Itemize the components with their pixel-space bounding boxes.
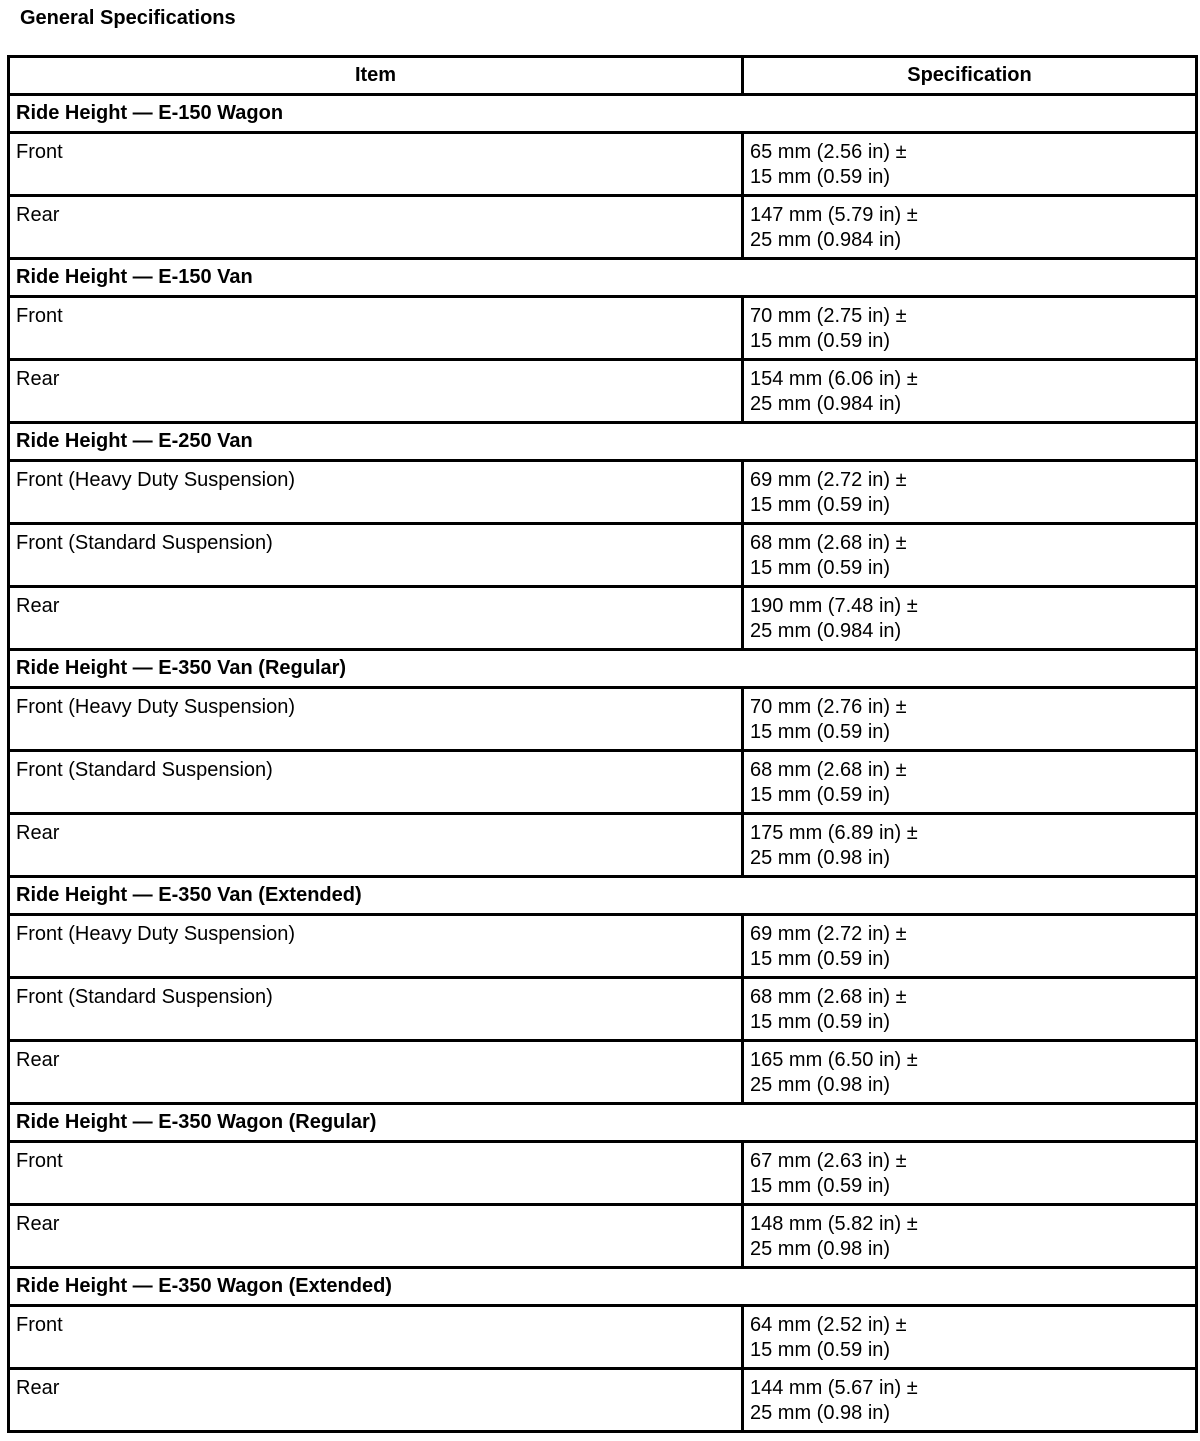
column-header-specification: Specification [743,57,1197,95]
specification-cell [743,133,1197,196]
specification-line: 15 mm (0.59 in) [750,330,891,352]
specification-cell [743,1041,1197,1104]
item-cell: Front (Heavy Duty Suspension) [9,915,743,978]
table-row [9,1369,1197,1432]
header-row [9,57,1197,95]
specification-line: 15 mm (0.59 in) [750,948,891,970]
table-row [9,915,1197,978]
item-cell: Front [9,133,743,196]
specification-line: 15 mm (0.59 in) [750,784,891,806]
specification-line: 25 mm (0.984 in) [750,620,902,642]
item-cell: Rear [9,1369,743,1432]
specification-cell [743,1142,1197,1205]
specification-cell [743,915,1197,978]
specification-cell [743,360,1197,423]
table-row [9,1205,1197,1268]
specification-cell [743,1205,1197,1268]
specification-line: 15 mm (0.59 in) [750,557,891,579]
specification-cell [743,1369,1197,1432]
section-row [9,650,1197,688]
item-cell: Rear [9,1041,743,1104]
specification-line: 190 mm (7.48 in) ± [750,595,918,617]
table-row [9,688,1197,751]
specification-line: 67 mm (2.63 in) ± [750,1150,907,1172]
table-row [9,360,1197,423]
item-cell: Front (Heavy Duty Suspension) [9,688,743,751]
specification-line: 69 mm (2.72 in) ± [750,923,907,945]
item-cell: Front [9,1306,743,1369]
item-cell: Front [9,297,743,360]
specification-line: 15 mm (0.59 in) [750,166,891,188]
specification-line: 25 mm (0.984 in) [750,229,902,251]
table-row [9,978,1197,1041]
column-header-item: Item [9,57,743,95]
section-row [9,423,1197,461]
section-row [9,1268,1197,1306]
specification-line: 25 mm (0.98 in) [750,847,891,869]
table-row [9,587,1197,650]
section-heading: Ride Height — E-150 Van [9,259,1197,297]
specification-line: 154 mm (6.06 in) ± [750,368,918,390]
table-row [9,814,1197,877]
table-body [9,95,1197,1432]
specification-line: 15 mm (0.59 in) [750,721,891,743]
specifications-table [7,55,1198,1433]
section-row [9,259,1197,297]
specification-cell [743,524,1197,587]
specification-cell [743,461,1197,524]
table-row [9,1306,1197,1369]
specification-line: 15 mm (0.59 in) [750,1339,891,1361]
specification-line: 144 mm (5.67 in) ± [750,1377,918,1399]
page-title: General Specifications [20,7,236,29]
table-row [9,751,1197,814]
specification-line: 25 mm (0.984 in) [750,393,902,415]
specification-cell [743,1306,1197,1369]
specification-line: 148 mm (5.82 in) ± [750,1213,918,1235]
item-cell: Front (Standard Suspension) [9,751,743,814]
specification-cell [743,297,1197,360]
specification-line: 147 mm (5.79 in) ± [750,204,918,226]
item-cell: Rear [9,814,743,877]
section-heading: Ride Height — E-350 Van (Extended) [9,877,1197,915]
specification-line: 15 mm (0.59 in) [750,1011,891,1033]
specification-line: 165 mm (6.50 in) ± [750,1049,918,1071]
item-cell: Rear [9,360,743,423]
specification-cell [743,814,1197,877]
item-cell: Front (Standard Suspension) [9,524,743,587]
section-row [9,1104,1197,1142]
section-heading: Ride Height — E-350 Wagon (Regular) [9,1104,1197,1142]
specification-line: 70 mm (2.76 in) ± [750,696,907,718]
table-row [9,297,1197,360]
specification-cell [743,196,1197,259]
specification-line: 69 mm (2.72 in) ± [750,469,907,491]
table-row [9,196,1197,259]
item-cell: Front [9,1142,743,1205]
specification-line: 65 mm (2.56 in) ± [750,141,907,163]
section-heading: Ride Height — E-250 Van [9,423,1197,461]
specification-line: 68 mm (2.68 in) ± [750,759,907,781]
specification-line: 68 mm (2.68 in) ± [750,986,907,1008]
specification-line: 15 mm (0.59 in) [750,1175,891,1197]
specification-line: 25 mm (0.98 in) [750,1402,891,1424]
specification-line: 25 mm (0.98 in) [750,1238,891,1260]
specification-cell [743,751,1197,814]
table-row [9,524,1197,587]
specification-line: 68 mm (2.68 in) ± [750,532,907,554]
specification-line: 175 mm (6.89 in) ± [750,822,918,844]
section-heading: Ride Height — E-150 Wagon [9,95,1197,133]
specification-line: 15 mm (0.59 in) [750,494,891,516]
item-cell: Front (Heavy Duty Suspension) [9,461,743,524]
item-cell: Rear [9,196,743,259]
table-row [9,1142,1197,1205]
specification-line: 70 mm (2.75 in) ± [750,305,907,327]
item-cell: Rear [9,1205,743,1268]
specification-cell [743,688,1197,751]
item-cell: Rear [9,587,743,650]
table-row [9,1041,1197,1104]
section-row [9,877,1197,915]
section-row [9,95,1197,133]
specification-line: 25 mm (0.98 in) [750,1074,891,1096]
table-row [9,461,1197,524]
item-cell: Front (Standard Suspension) [9,978,743,1041]
specification-cell [743,978,1197,1041]
specification-cell [743,587,1197,650]
table-row [9,133,1197,196]
section-heading: Ride Height — E-350 Wagon (Extended) [9,1268,1197,1306]
section-heading: Ride Height — E-350 Van (Regular) [9,650,1197,688]
specification-line: 64 mm (2.52 in) ± [750,1314,907,1336]
